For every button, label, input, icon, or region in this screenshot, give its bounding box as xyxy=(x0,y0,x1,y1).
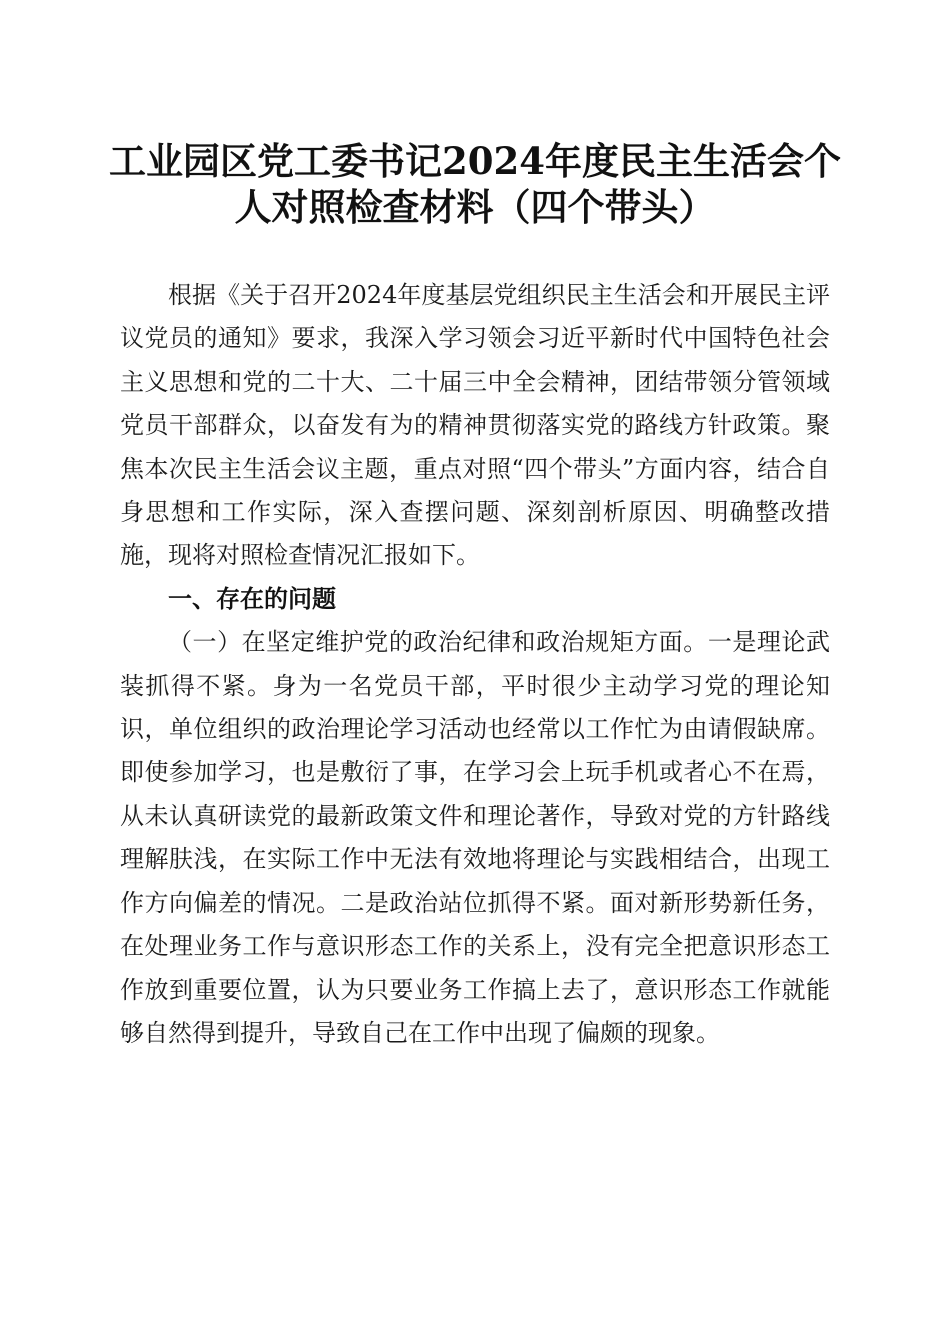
document-title xyxy=(100,138,850,230)
document-body xyxy=(120,274,830,1055)
document-title-line-2: 人对照检查材料（四个带头） xyxy=(234,185,716,229)
section-heading-problems: 一、存在的问题 xyxy=(168,584,336,613)
document-title-line-1: 工业园区党工委书记2024年度民主生活会个 xyxy=(109,139,841,183)
section-1-paragraph: （一）在坚定维护党的政治纪律和政治规矩方面。一是理论武装抓得不紧。身为一名党员干部，平时很少主动学习党的理论知识，单位组织的政治理论学习活动也经常以工作忙为由请假缺席。即使参加学习，也是敷衍了事，在学习会上玩手机或者心不在焉，从未认真研读党的最新政策文件和理论著作，导致对党的方针路线理解肤浅，在实际工作中无法有效地将理论与实践相结合，出现工作方向偏差的情况。二是政治站位抓得不紧。面对新形势新任务，在处理业务工作与意识形态工作的关系上，没有完全把意识形态工作放到重要位置，认为只要业务工作搞上去了，意识形态工作就能够自然得到提升，导致自己在工作中出现了偏颇的现象。 xyxy=(120,628,830,1047)
intro-paragraph: 根据《关于召开2024年度基层党组织民主生活会和开展民主评议党员的通知》要求，我深入学习领会习近平新时代中国特色社会主义思想和党的二十大、二十届三中全会精神，团结带领分管领域党员干部群众，以奋发有为的精神贯彻落实党的路线方针政策。聚焦本次民主生活会议主题，重点对照“四个带头”方面内容，结合自身思想和工作实际，深入查摆问题、深刻剖析原因、明确整改措施，现将对照检查情况汇报如下。 xyxy=(120,281,830,570)
